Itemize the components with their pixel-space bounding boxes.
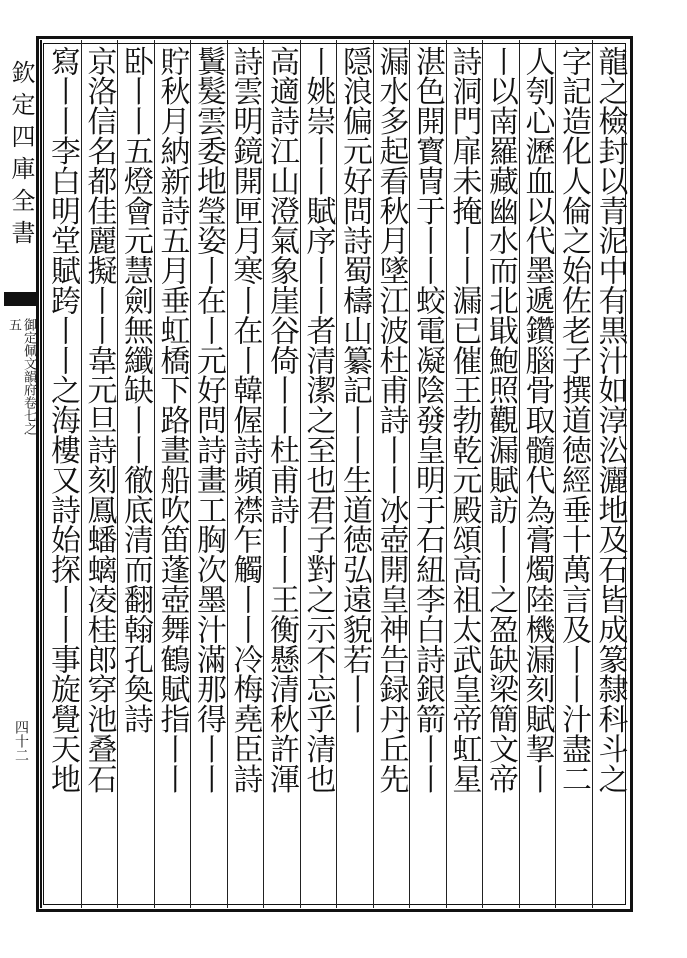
column-divider: [409, 40, 410, 908]
column-divider: [555, 40, 556, 908]
column-divider: [300, 40, 301, 908]
text-column: 龍之檢封以青泥中有黒汁如淳㳂灑地及石皆成篆隸科斗之: [593, 46, 628, 794]
text-column: 湛色開寳冑于丨丨蛟電凝陰發皇明于石紐李白詩銀箭丨丨: [410, 46, 446, 794]
margin-rule: [40, 40, 42, 908]
text-column: 丨姚崇丨丨賦序丨丨者清潔之至也君子對之示不忘乎清也: [301, 46, 336, 794]
volume-label: 御定佩文韻府卷七之五: [6, 318, 36, 435]
text-column: 貯秋月納新詩五月垂虹橋下路畫船吹笛蓬壺舞鶴賦指丨丨: [155, 46, 190, 794]
column-divider: [482, 40, 483, 908]
column-divider: [592, 40, 593, 908]
text-column: 人刳心瀝血以代墨遞鑽腦骨取髓代為膏燭陸機漏刻賦挈丨: [520, 46, 555, 794]
text-column: 寫丨丨李白明堂賦跨丨丨之海樓又詩始探丨丨事旋覺天地: [45, 46, 81, 794]
text-column: 漏水多起看秋月墜江波杜甫詩丨丨冰壺開皇神告録丹丘先: [374, 46, 409, 794]
fish-tail-mark: [4, 292, 38, 306]
book-title: 欽定四庫全書: [7, 60, 35, 252]
column-divider: [117, 40, 118, 908]
text-column: 鬒髮雲委地瑩姿丨在丨元好問詩畫工胸次墨汁滿那得丨丨: [191, 46, 227, 794]
page-number: 四十二: [13, 720, 29, 762]
text-column: 卧丨丨五燈會元慧劍無纖缺丨丨徹底清而翻翰孔奐詩: [118, 46, 154, 734]
text-column: 詩洞門扉未掩丨丨漏已催王勃乾元殿頌高祖太武皇帝虹星: [447, 46, 482, 794]
text-column: 京洛信名都佳麗擬丨丨韋元旦詩刻鳳蟠螭凌桂郎穿池叠石: [82, 46, 117, 794]
text-column: 隠浪偏元好問詩蜀檮山纂記丨丨生道徳弘遠貌若丨丨: [337, 46, 373, 734]
column-divider: [336, 40, 337, 908]
text-column: 高適詩江山澄氣象崖谷倚丨丨杜甫詩丨丨王衡懸清秋許渾: [264, 46, 300, 794]
column-divider: [263, 40, 264, 908]
column-divider: [154, 40, 155, 908]
text-column: 字記造化人倫之始佐老子撰道徳經垂十萬言及丨丨汁盡二: [556, 46, 592, 794]
text-column: 詩雲明鏡開匣月寒丨在丨韓偓詩頻襟乍觸丨丨冷梅堯臣詩: [228, 46, 263, 794]
column-divider: [227, 40, 228, 908]
column-divider: [373, 40, 374, 908]
column-divider: [81, 40, 82, 908]
column-divider: [446, 40, 447, 908]
column-divider: [519, 40, 520, 908]
text-column: 丨以南羅藏幽水而北戢鮑照觀漏賦訪丨丨之盈缺梁簡文帝: [483, 46, 519, 794]
column-divider: [190, 40, 191, 908]
